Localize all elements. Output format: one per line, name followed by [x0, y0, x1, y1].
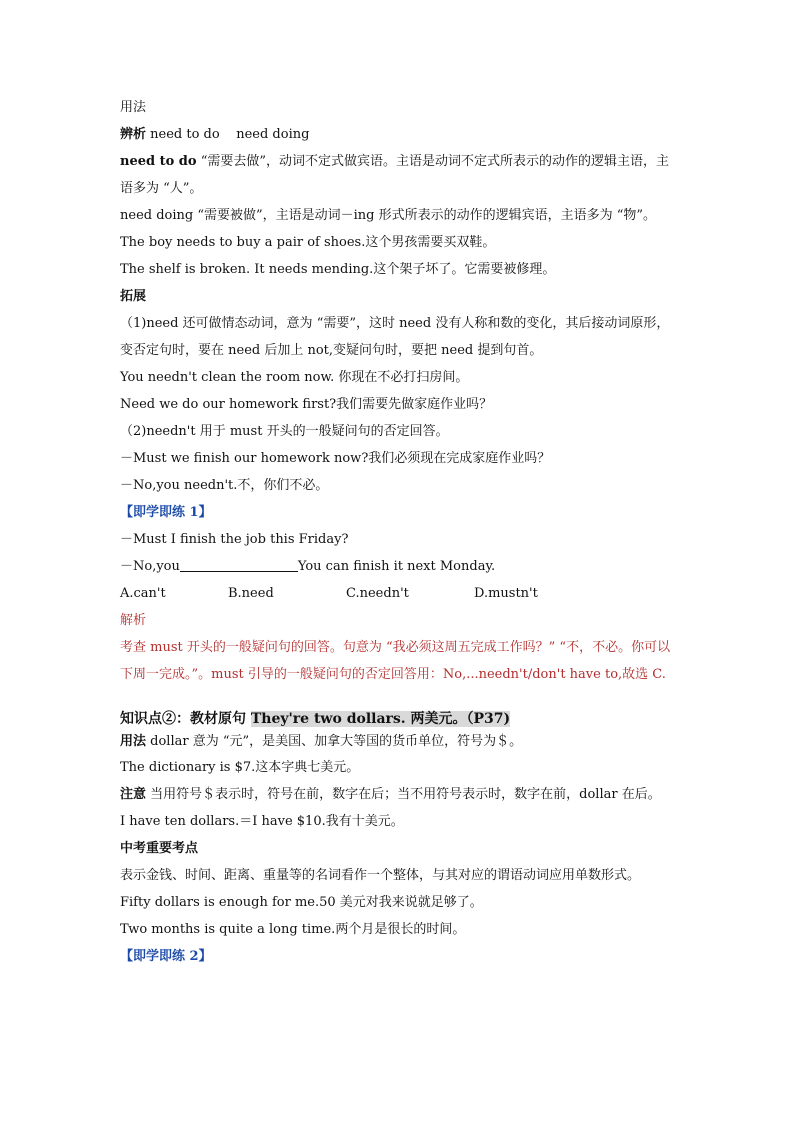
- need-to-do-text: “需要去做”，动词不定式做宾语。主语是动词不定式所表示的动作的逻辑主语，主语多为 “人”。: [120, 154, 670, 196]
- example-sentence: Two months is quite a long time.两个月是很长的时间。: [120, 922, 466, 937]
- note-paragraph: [120, 781, 680, 808]
- practice-heading: 【即学即练 1】: [120, 505, 212, 520]
- example-sentence: －No,you needn't.不，你们不必。: [120, 478, 329, 493]
- example-sentence: －Must we finish our homework now?我们必须现在完成家庭作业吗？: [120, 451, 551, 466]
- option-c: C.needn't: [346, 586, 409, 601]
- expand-point-2: （2)needn't 用于 must 开头的一般疑问句的否定回答。: [120, 424, 449, 439]
- document-page: [120, 94, 680, 970]
- knowledge-point-heading: [120, 708, 680, 730]
- usage-label: 用法: [120, 734, 147, 749]
- note-label: 注意: [120, 787, 147, 802]
- example-sentence: I have ten dollars.＝I have $10.我有十美元。: [120, 814, 404, 829]
- textbook-sentence: They're two dollars. 两美元。（P37): [250, 711, 511, 727]
- question-prefix: －No,you: [120, 559, 180, 574]
- expand-point-1: （1)need 还可做情态动词，意为 “需要”，这时 need 没有人称和数的变化，其后接动词原形，变否定句时，要在 need 后加上 not,变疑问句时，要把 need 提到句首。: [120, 316, 670, 358]
- usage-line: [120, 730, 680, 754]
- analysis-text: need to do need doing: [146, 127, 310, 142]
- example-sentence: You needn't clean the room now. 你现在不必打扫房间。: [120, 370, 469, 385]
- analysis-label: 辨析: [120, 127, 147, 142]
- knowledge-point-label: 知识点②：教材原句: [120, 711, 251, 727]
- question-line: －Must I finish the job this Friday?: [120, 532, 349, 547]
- example-sentence: Need we do our homework first?我们需要先做家庭作业吗？: [120, 397, 493, 412]
- expand-heading: 拓展: [120, 289, 147, 304]
- example-sentence: The boy needs to buy a pair of shoes.这个男孩需要买双鞋。: [120, 235, 496, 250]
- paragraph-need-to-do: [120, 148, 680, 202]
- answer-explanation: 考查 must 开头的一般疑问句的回答。句意为 “我必须这周五完成工作吗？” “不，不必。你可以下周一完成。”。must 引导的一般疑问句的否定回答用：No,...needn't/don't have to,故选 C.: [120, 640, 671, 682]
- practice-heading: 【即学即练 2】: [120, 949, 212, 964]
- exam-rule: 表示金钱、时间、距离、重量等的名词看作一个整体，与其对应的谓语动词应用单数形式。: [120, 868, 641, 883]
- exam-heading: 中考重要考点: [120, 841, 199, 856]
- question-line: [120, 553, 680, 580]
- question-suffix: You can finish it next Monday.: [297, 559, 496, 574]
- section-gap: [120, 688, 680, 708]
- option-d: D.mustn't: [474, 586, 538, 601]
- answer-blank: [180, 557, 298, 572]
- need-to-do-term: need to do: [120, 154, 197, 169]
- option-a: A.can't: [120, 586, 166, 601]
- option-b: B.need: [228, 586, 274, 601]
- answer-options: [120, 580, 680, 607]
- paragraph-need-doing: need doing “需要被做”，主语是动词－ing 形式所表示的动作的逻辑宾语，主语多为 “物”。: [120, 208, 657, 223]
- note-text: 当用符号＄表示时，符号在前，数字在后；当不用符号表示时，数字在前，dollar 在后。: [146, 787, 661, 802]
- analysis-line: [120, 121, 680, 148]
- example-sentence: Fifty dollars is enough for me.50 美元对我来说就足够了。: [120, 895, 483, 910]
- answer-heading: 解析: [120, 613, 147, 628]
- usage-text: dollar 意为 “元”，是美国、加拿大等国的货币单位，符号为＄。: [146, 734, 523, 749]
- example-sentence: The dictionary is $7.这本字典七美元。: [120, 760, 360, 775]
- usage-heading: 用法: [120, 100, 147, 115]
- example-sentence: The shelf is broken. It needs mending.这个架子坏了。它需要被修理。: [120, 262, 556, 277]
